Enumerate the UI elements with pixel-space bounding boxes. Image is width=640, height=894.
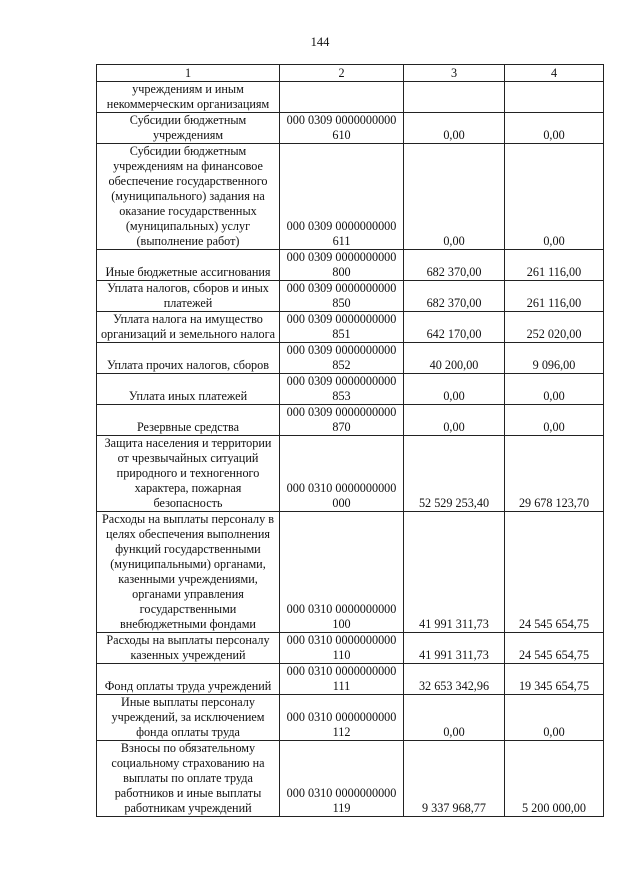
row-name-cell: Уплата прочих налогов, сборов bbox=[97, 343, 280, 374]
row-code-cell: 000 0310 0000000000 111 bbox=[280, 664, 404, 695]
row-name-cell: Уплата налога на имущество организаций и земельного налога bbox=[97, 312, 280, 343]
row-value-col4: 0,00 bbox=[505, 144, 604, 250]
row-name-cell: Расходы на выплаты персоналу в целях обеспечения выполнения функций государственными (муниципальными) органами, казенными учреждениями, органами управления государственными внебюджетными фондами bbox=[97, 512, 280, 633]
table-row bbox=[97, 633, 604, 664]
table-row bbox=[97, 695, 604, 741]
row-code-cell bbox=[280, 82, 404, 113]
table-row bbox=[97, 343, 604, 374]
row-value-col3: 9 337 968,77 bbox=[404, 741, 505, 817]
row-code-cell: 000 0309 0000000000 610 bbox=[280, 113, 404, 144]
row-value-col4: 24 545 654,75 bbox=[505, 512, 604, 633]
row-value-col3: 0,00 bbox=[404, 695, 505, 741]
row-name-cell: Фонд оплаты труда учреждений bbox=[97, 664, 280, 695]
row-name-cell: Иные выплаты персоналу учреждений, за исключением фонда оплаты труда bbox=[97, 695, 280, 741]
table-row bbox=[97, 250, 604, 281]
row-value-col4: 24 545 654,75 bbox=[505, 633, 604, 664]
row-name-cell: учреждениям и иным некоммерческим организациям bbox=[97, 82, 280, 113]
page-number: 144 bbox=[310, 35, 330, 49]
budget-table bbox=[96, 64, 604, 817]
row-code-cell: 000 0309 0000000000 850 bbox=[280, 281, 404, 312]
row-value-col3: 40 200,00 bbox=[404, 343, 505, 374]
row-value-col3: 32 653 342,96 bbox=[404, 664, 505, 695]
table-row bbox=[97, 144, 604, 250]
row-value-col3: 682 370,00 bbox=[404, 281, 505, 312]
row-name-cell: Резервные средства bbox=[97, 405, 280, 436]
table-row bbox=[97, 374, 604, 405]
row-name-cell: Расходы на выплаты персоналу казенных учреждений bbox=[97, 633, 280, 664]
column-header-4: 4 bbox=[505, 65, 604, 82]
row-value-col3: 0,00 bbox=[404, 405, 505, 436]
row-value-col4: 0,00 bbox=[505, 113, 604, 144]
row-value-col3: 0,00 bbox=[404, 374, 505, 405]
table-row bbox=[97, 436, 604, 512]
row-value-col3: 52 529 253,40 bbox=[404, 436, 505, 512]
column-header-3: 3 bbox=[404, 65, 505, 82]
table-row bbox=[97, 281, 604, 312]
row-code-cell: 000 0310 0000000000 100 bbox=[280, 512, 404, 633]
table-header-row bbox=[97, 65, 604, 82]
row-value-col4: 252 020,00 bbox=[505, 312, 604, 343]
row-code-cell: 000 0310 0000000000 110 bbox=[280, 633, 404, 664]
table-row bbox=[97, 405, 604, 436]
row-name-cell: Защита населения и территории от чрезвычайных ситуаций природного и техногенного характера, пожарная безопасность bbox=[97, 436, 280, 512]
row-value-col4: 0,00 bbox=[505, 695, 604, 741]
row-value-col4: 261 116,00 bbox=[505, 250, 604, 281]
row-name-cell: Уплата налогов, сборов и иных платежей bbox=[97, 281, 280, 312]
column-header-1: 1 bbox=[97, 65, 280, 82]
row-name-cell: Взносы по обязательному социальному страхованию на выплаты по оплате труда работников и иные выплаты работникам учреждений bbox=[97, 741, 280, 817]
row-value-col3: 0,00 bbox=[404, 144, 505, 250]
row-code-cell: 000 0309 0000000000 851 bbox=[280, 312, 404, 343]
table-row bbox=[97, 741, 604, 817]
row-code-cell: 000 0310 0000000000 000 bbox=[280, 436, 404, 512]
row-value-col4: 9 096,00 bbox=[505, 343, 604, 374]
row-code-cell: 000 0309 0000000000 870 bbox=[280, 405, 404, 436]
table-row bbox=[97, 664, 604, 695]
row-value-col4: 0,00 bbox=[505, 405, 604, 436]
row-value-col3: 41 991 311,73 bbox=[404, 633, 505, 664]
row-value-col3: 0,00 bbox=[404, 113, 505, 144]
row-value-col3: 642 170,00 bbox=[404, 312, 505, 343]
row-code-cell: 000 0309 0000000000 853 bbox=[280, 374, 404, 405]
row-name-cell: Иные бюджетные ассигнования bbox=[97, 250, 280, 281]
row-code-cell: 000 0310 0000000000 119 bbox=[280, 741, 404, 817]
row-name-cell: Уплата иных платежей bbox=[97, 374, 280, 405]
column-header-2: 2 bbox=[280, 65, 404, 82]
row-value-col3: 41 991 311,73 bbox=[404, 512, 505, 633]
table-row bbox=[97, 113, 604, 144]
row-code-cell: 000 0309 0000000000 611 bbox=[280, 144, 404, 250]
row-value-col3 bbox=[404, 82, 505, 113]
row-value-col4 bbox=[505, 82, 604, 113]
row-value-col3: 682 370,00 bbox=[404, 250, 505, 281]
row-value-col4: 0,00 bbox=[505, 374, 604, 405]
row-name-cell: Субсидии бюджетным учреждениям bbox=[97, 113, 280, 144]
row-code-cell: 000 0309 0000000000 852 bbox=[280, 343, 404, 374]
row-value-col4: 5 200 000,00 bbox=[505, 741, 604, 817]
row-value-col4: 19 345 654,75 bbox=[505, 664, 604, 695]
table-row bbox=[97, 312, 604, 343]
table-row bbox=[97, 512, 604, 633]
row-name-cell: Субсидии бюджетным учреждениям на финансовое обеспечение государственного (муниципального) задания на оказание государственных (муниципальных) услуг (выполнение работ) bbox=[97, 144, 280, 250]
row-code-cell: 000 0310 0000000000 112 bbox=[280, 695, 404, 741]
row-value-col4: 261 116,00 bbox=[505, 281, 604, 312]
row-value-col4: 29 678 123,70 bbox=[505, 436, 604, 512]
table-row bbox=[97, 82, 604, 113]
row-code-cell: 000 0309 0000000000 800 bbox=[280, 250, 404, 281]
